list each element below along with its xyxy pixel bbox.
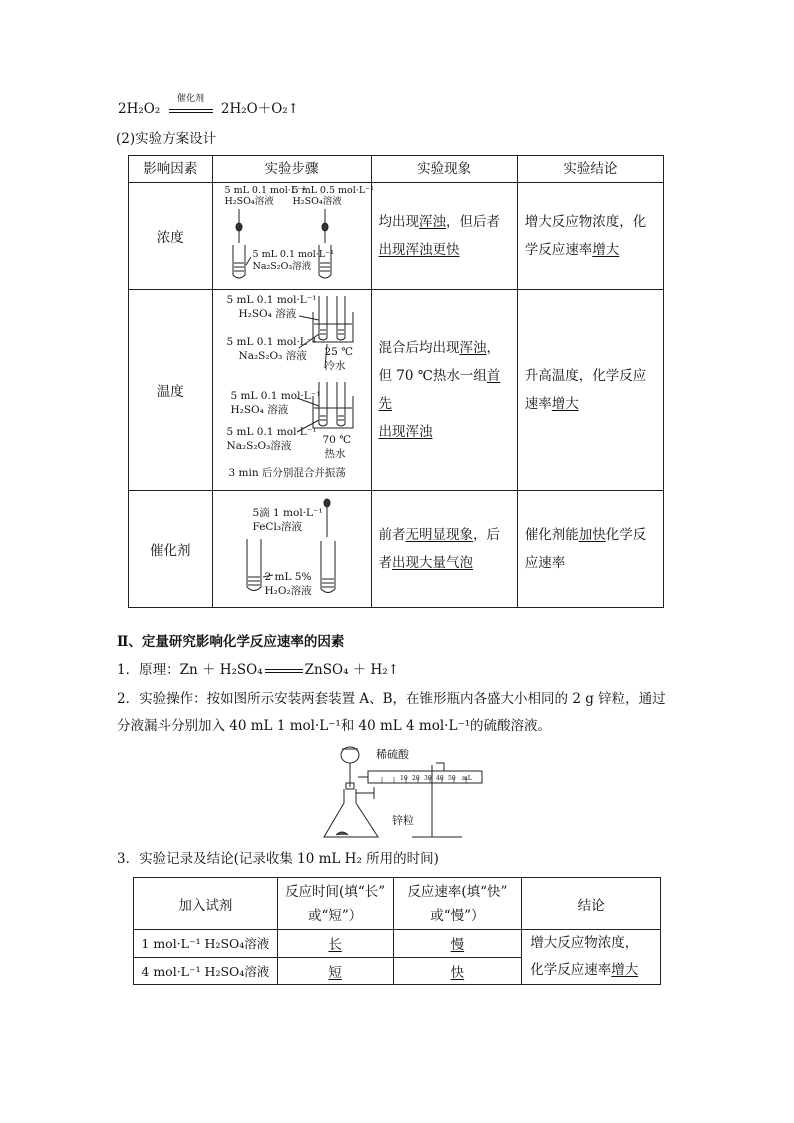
fig-label: 5 mL 0.1 mol·L⁻¹ [226, 336, 317, 348]
obs-text: 者 [378, 555, 392, 571]
observation-catalyst [371, 491, 517, 608]
table-row [129, 183, 664, 290]
rate-cell [393, 957, 522, 985]
zinc-label: 锌粒 [392, 814, 414, 827]
concl-text: 速率 [524, 396, 552, 412]
concl-text: 应速率 [524, 555, 566, 571]
fig-label: H₂SO₄ 溶液 [230, 404, 289, 416]
observation-concentration [371, 183, 517, 290]
scale-tick-label: 40 [436, 775, 444, 782]
conclusion-temperature [517, 290, 663, 491]
fig-label: H₂SO₄溶液 [224, 196, 274, 207]
time-cell [277, 957, 393, 985]
observation-temperature [371, 290, 517, 491]
fig-label: Na₂S₂O₃溶液 [226, 440, 292, 452]
obs-text: ，但后者 [446, 214, 500, 230]
conclusion-text: 化学反应速率 [530, 962, 612, 978]
catalyst-tubes-illustration [213, 491, 371, 607]
fig-label: H₂O₂溶液 [264, 585, 312, 597]
fig-label: 冷水 [324, 360, 346, 372]
fig-label: 5 mL 0.1 mol·L⁻¹ [252, 249, 334, 260]
header-rate-line2: 或“慢”） [430, 907, 485, 924]
fig-label: 25 ℃ [324, 346, 353, 358]
concl-answer: 增大 [592, 242, 620, 258]
catalyst-figure [212, 491, 371, 608]
time-cell [277, 930, 393, 958]
catalyst-arrow [169, 94, 213, 113]
principle-lhs: Zn ＋ H₂SO₄ [179, 662, 263, 678]
decomposition-equation [118, 94, 299, 118]
scale-tick-label: mL [462, 775, 472, 782]
principle-label: 1．原理： [117, 662, 180, 678]
table-row [134, 930, 661, 958]
scale-tick-label: 10 [400, 775, 408, 782]
header-time-line2: 或“短”） [307, 907, 363, 924]
experiment-design-table [128, 155, 664, 608]
obs-text: 均出现 [378, 214, 419, 230]
obs-text: 混合后均出现 [378, 340, 460, 356]
conclusion-concentration [517, 183, 663, 290]
obs-answer: 出现浑浊更快 [378, 242, 460, 258]
header-conclusion: 实验结论 [517, 156, 663, 183]
header-result: 结论 [522, 878, 661, 930]
fig-label: 5 mL 0.1 mol·L⁻¹ [226, 426, 317, 438]
header-reagent: 加入试剂 [134, 878, 278, 930]
fig-label: 热水 [324, 448, 346, 460]
factor-catalyst: 催化剂 [129, 491, 213, 608]
concl-text: 学反应速率 [524, 242, 593, 258]
temperature-figure [212, 290, 371, 491]
header-rate [393, 878, 522, 930]
header-time-line1: 反应时间(填“长” [285, 883, 386, 900]
rate-cell [393, 930, 522, 958]
factor-concentration: 浓度 [129, 183, 213, 290]
concl-text: 催化剂能 [524, 527, 579, 543]
table-header-row [129, 156, 664, 183]
table-row [129, 290, 664, 491]
obs-text: 前者 [378, 527, 406, 543]
obs-answer: 无明显现象 [405, 527, 473, 543]
concl-text: 增大反应物浓度，化 [524, 214, 647, 230]
record-title: 3．实验记录及结论(记录收集 10 mL H₂ 所用的时间) [117, 851, 439, 867]
header-factor: 影响因素 [129, 156, 213, 183]
obs-text: 但 70 ℃热水一组 [378, 368, 487, 384]
conclusion-text: 增大反应物浓度， [530, 935, 639, 951]
water-bath-illustration [213, 290, 371, 490]
time-answer: 长 [328, 937, 342, 954]
scale-tick-label: 20 [412, 775, 420, 782]
fig-label: 5 mL 0.1 mol·L⁻¹ [226, 294, 317, 306]
equals-sign [265, 669, 303, 673]
fig-label: 3 min 后分别混合并振荡 [228, 467, 346, 479]
fig-label: FeCl₃溶液 [252, 521, 303, 533]
obs-answer: 浑浊 [459, 340, 487, 356]
operation-line-1: 2．实验操作：按如图所示安装两套装置 A、B，在锥形瓶内各盛大小相同的 2 g 锌粒，通过 [117, 691, 666, 707]
concentration-figure [212, 183, 374, 290]
factor-temperature: 温度 [129, 290, 213, 491]
principle-line [117, 661, 399, 679]
acid-label: 稀硫酸 [376, 748, 409, 761]
header-steps: 实验步骤 [212, 156, 371, 183]
fig-label: 5 mL 0.5 mol·L⁻¹ [292, 185, 374, 196]
scale-tick-label: 30 [424, 775, 432, 782]
obs-answer: 首先 [378, 368, 501, 412]
concl-answer: 增大 [551, 396, 579, 412]
obs-answer: 浑浊 [419, 214, 446, 230]
rate-answer: 快 [450, 964, 465, 981]
fig-label: 5 mL 0.1 mol·L⁻¹ [230, 390, 321, 402]
time-answer: 短 [328, 964, 342, 981]
fig-label: 5滴 1 mol·L⁻¹ [252, 507, 323, 519]
conclusion-answer: 增大 [611, 962, 639, 978]
results-table [133, 877, 661, 985]
concl-text: 化学反 [605, 527, 647, 543]
fig-label: 70 ℃ [322, 434, 351, 446]
rate-answer: 慢 [450, 937, 465, 954]
fig-label: H₂SO₄溶液 [292, 196, 342, 207]
obs-text: ，后 [473, 527, 500, 543]
conclusion-catalyst [517, 491, 663, 608]
equation-rhs: 2H₂O＋O₂↑ [220, 101, 299, 117]
fig-label: 2 mL 5% [264, 571, 312, 583]
reagent-cell: 1 mol·L⁻¹ H₂SO₄溶液 [134, 930, 278, 958]
gas-collection-apparatus [312, 743, 494, 843]
table-row [129, 491, 664, 608]
test-tubes-droppers-illustration [213, 183, 371, 289]
principle-rhs: ZnSO₄ ＋ H₂↑ [304, 662, 400, 678]
fig-label: Na₂S₂O₃溶液 [252, 261, 312, 272]
fig-label: Na₂S₂O₃ 溶液 [238, 350, 307, 362]
obs-answer: 出现浑浊 [378, 424, 433, 440]
header-time [277, 878, 393, 930]
concl-answer: 加快 [578, 527, 606, 543]
conclusion-cell [522, 930, 661, 985]
section-title: (2)实验方案设计 [116, 131, 217, 147]
fig-label: H₂SO₄ 溶液 [238, 308, 297, 320]
header-rate-line1: 反应速率(填“快” [407, 883, 508, 900]
obs-answer: 出现大量气泡 [392, 555, 473, 571]
reagent-cell: 4 mol·L⁻¹ H₂SO₄溶液 [134, 957, 278, 985]
operation-line-2: 分液漏斗分别加入 40 mL 1 mol·L⁻¹和 40 mL 4 mol·L⁻¹的硫酸溶液。 [117, 718, 551, 734]
catalyst-label: 催化剂 [177, 94, 205, 104]
table-header-row [134, 878, 661, 930]
header-observation: 实验现象 [371, 156, 517, 183]
fig-label: 5 mL 0.1 mol·L⁻¹ [224, 185, 306, 196]
concl-text: 升高温度，化学反应 [524, 368, 647, 384]
part2-title: Ⅱ、定量研究影响化学反应速率的因素 [117, 634, 345, 650]
obs-text: ， [486, 340, 500, 356]
equation-lhs: 2H₂O₂ [118, 101, 161, 117]
scale-tick-label: 50 [448, 775, 456, 782]
